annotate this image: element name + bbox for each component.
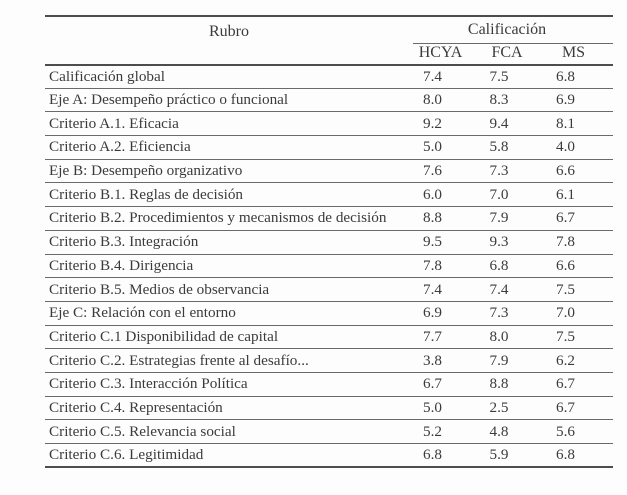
table-row (45, 254, 613, 278)
row-value: 6.7 (413, 372, 480, 396)
row-label: Criterio C.2. Estrategias frente al desafío... (45, 349, 413, 373)
row-label: Criterio C.1 Disponibilidad de capital (45, 325, 413, 349)
row-value: 6.6 (546, 159, 613, 183)
row-value: 6.9 (413, 301, 480, 325)
table-row (45, 88, 613, 112)
row-value: 4.0 (546, 136, 613, 160)
table-row (45, 372, 613, 396)
row-value: 7.8 (413, 254, 480, 278)
row-value: 5.2 (413, 420, 480, 444)
table-row (45, 396, 613, 420)
column-group-header-calificacion: Calificación (413, 16, 613, 43)
row-label: Criterio B.1. Reglas de decisión (45, 183, 413, 207)
row-label: Criterio C.3. Interacción Política (45, 372, 413, 396)
row-value: 7.0 (480, 183, 546, 207)
column-header-hcya: HCYA (413, 43, 480, 65)
row-value: 7.8 (546, 230, 613, 254)
row-label: Criterio B.2. Procedimientos y mecanismos de decisión (45, 207, 413, 231)
column-header-ms: MS (546, 43, 613, 65)
row-value: 7.4 (413, 65, 480, 89)
row-value: 7.4 (413, 278, 480, 302)
row-value: 7.0 (546, 301, 613, 325)
table-row (45, 207, 613, 231)
row-label: Criterio B.4. Dirigencia (45, 254, 413, 278)
row-value: 6.6 (546, 254, 613, 278)
row-label: Criterio B.3. Integración (45, 230, 413, 254)
table-row (45, 444, 613, 468)
row-value: 7.7 (413, 325, 480, 349)
row-value: 8.0 (480, 325, 546, 349)
row-value: 9.4 (480, 112, 546, 136)
row-value: 7.5 (546, 325, 613, 349)
row-label: Criterio C.5. Relevancia social (45, 420, 413, 444)
calificaciones-table (45, 15, 613, 468)
column-header-fca: FCA (480, 43, 546, 65)
row-value: 6.7 (546, 396, 613, 420)
row-value: 6.1 (546, 183, 613, 207)
table-row (45, 183, 613, 207)
row-label: Criterio C.6. Legitimidad (45, 444, 413, 468)
table-row (45, 65, 613, 89)
row-value: 9.2 (413, 112, 480, 136)
row-value: 4.8 (480, 420, 546, 444)
row-value: 5.8 (480, 136, 546, 160)
table-row (45, 159, 613, 183)
row-value: 8.8 (413, 207, 480, 231)
row-value: 8.1 (546, 112, 613, 136)
row-value: 9.5 (413, 230, 480, 254)
row-value: 7.5 (546, 278, 613, 302)
table-body (45, 65, 613, 468)
row-label: Criterio A.1. Eficacia (45, 112, 413, 136)
row-value: 5.0 (413, 396, 480, 420)
row-value: 6.0 (413, 183, 480, 207)
row-value: 8.8 (480, 372, 546, 396)
row-value: 6.8 (546, 65, 613, 89)
row-value: 7.9 (480, 349, 546, 373)
row-label: Criterio A.2. Eficiencia (45, 136, 413, 160)
table-row (45, 278, 613, 302)
column-header-rubro: Rubro (45, 16, 413, 65)
row-value: 5.0 (413, 136, 480, 160)
table-row (45, 325, 613, 349)
row-label: Eje A: Desempeño práctico o funcional (45, 88, 413, 112)
row-value: 6.9 (546, 88, 613, 112)
row-value: 6.8 (546, 444, 613, 468)
row-value: 9.3 (480, 230, 546, 254)
row-value: 8.3 (480, 88, 546, 112)
row-label: Eje C: Relación con el entorno (45, 301, 413, 325)
row-value: 6.7 (546, 207, 613, 231)
row-value: 7.3 (480, 301, 546, 325)
row-value: 7.4 (480, 278, 546, 302)
row-value: 2.5 (480, 396, 546, 420)
row-value: 8.0 (413, 88, 480, 112)
table-header (45, 16, 613, 65)
row-label: Criterio C.4. Representación (45, 396, 413, 420)
table-row (45, 230, 613, 254)
row-label: Calificación global (45, 65, 413, 89)
table-row (45, 136, 613, 160)
table-row (45, 349, 613, 373)
row-value: 7.6 (413, 159, 480, 183)
row-value: 6.7 (546, 372, 613, 396)
row-value: 5.6 (546, 420, 613, 444)
row-value: 6.2 (546, 349, 613, 373)
row-value: 7.9 (480, 207, 546, 231)
table-row (45, 301, 613, 325)
row-value: 3.8 (413, 349, 480, 373)
table-row (45, 112, 613, 136)
table-row (45, 420, 613, 444)
row-value: 6.8 (413, 444, 480, 468)
row-label: Eje B: Desempeño organizativo (45, 159, 413, 183)
row-label: Criterio B.5. Medios de observancia (45, 278, 413, 302)
row-value: 5.9 (480, 444, 546, 468)
row-value: 7.3 (480, 159, 546, 183)
row-value: 7.5 (480, 65, 546, 89)
row-value: 6.8 (480, 254, 546, 278)
